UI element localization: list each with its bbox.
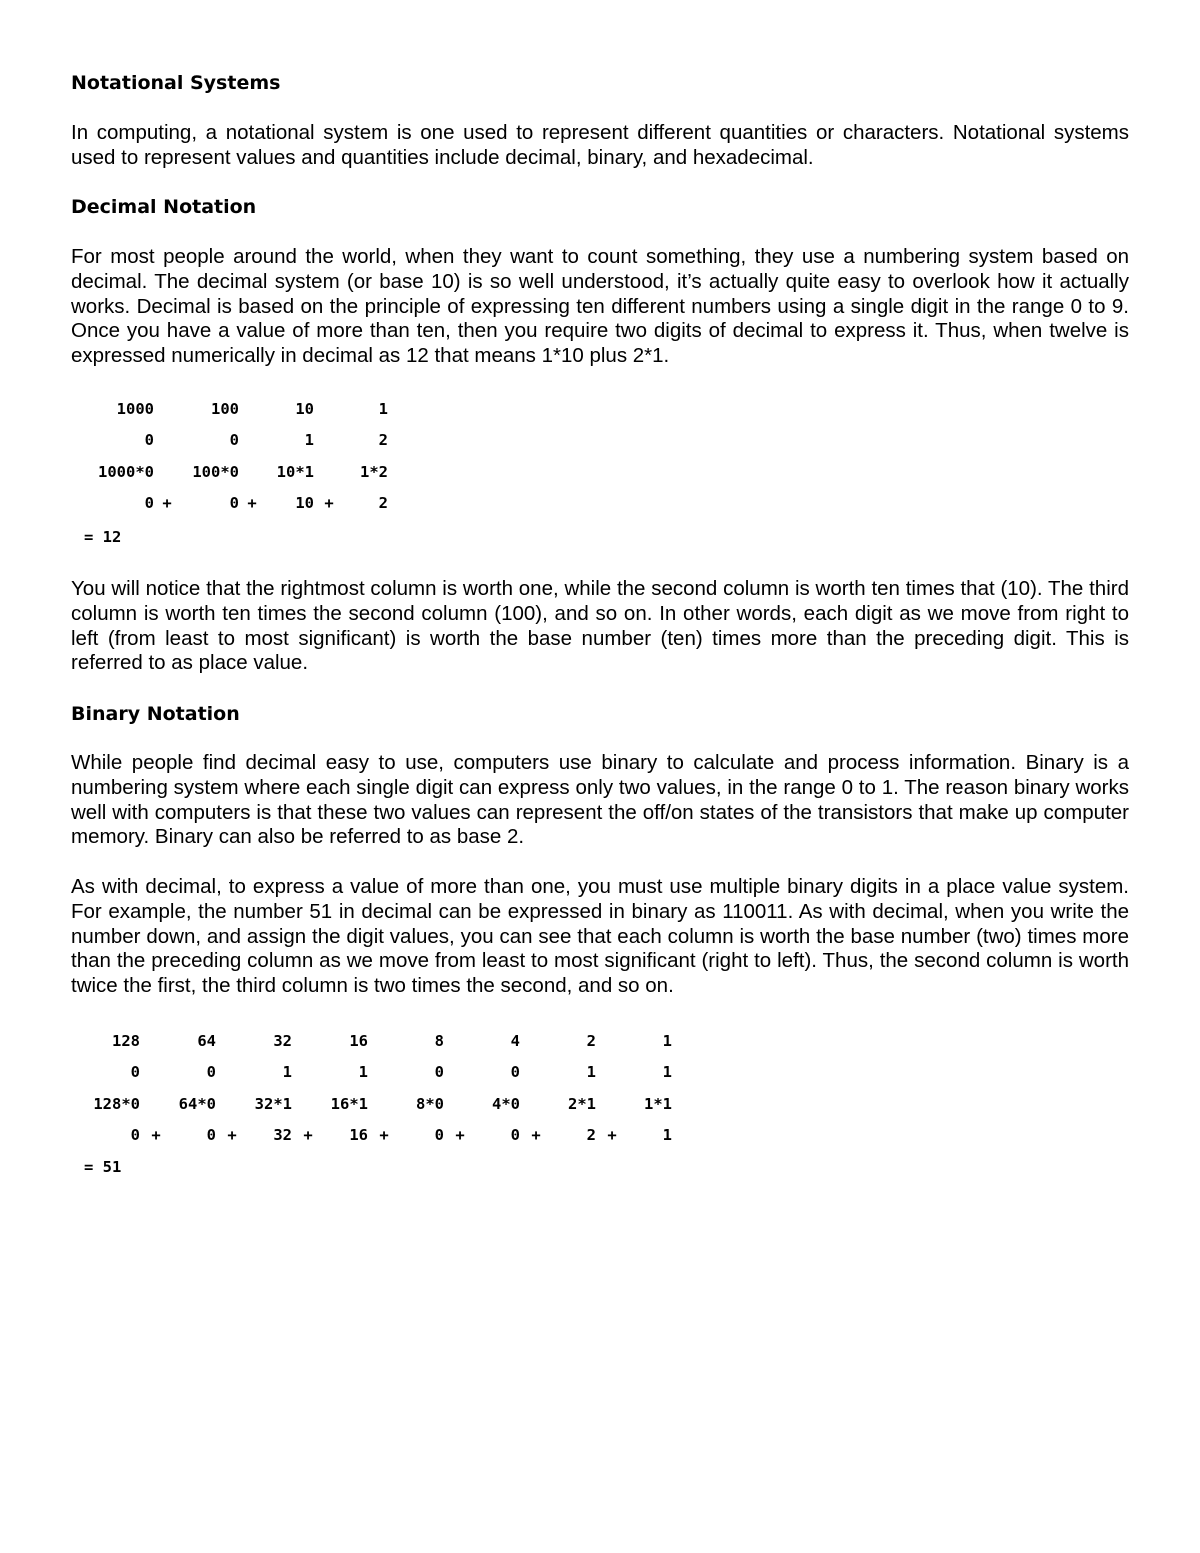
table-cell: 1	[358, 1063, 368, 1082]
table-cell: 128	[112, 1031, 140, 1050]
heading-decimal-notation: Decimal Notation	[71, 196, 257, 218]
table-cell: 2	[586, 1126, 596, 1145]
table-row-products	[84, 456, 388, 488]
table-cell: 16	[349, 1031, 368, 1050]
table-row-place-values	[84, 1025, 672, 1057]
table-cell: 0	[144, 494, 154, 513]
plus-operator: +	[531, 1126, 541, 1145]
plus-operator: +	[303, 1126, 313, 1145]
plus-operator: +	[379, 1126, 389, 1145]
table-row-place-values	[84, 393, 388, 425]
table-cell: 0	[229, 431, 239, 450]
table-cell: 16*1	[330, 1094, 368, 1113]
table-cell: 1000*0	[98, 462, 154, 481]
plus-operator: +	[162, 494, 172, 513]
binary-place-value-table	[84, 1025, 672, 1151]
plus-operator: +	[324, 494, 334, 513]
table-cell: 1*1	[644, 1094, 672, 1113]
heading-binary-notation: Binary Notation	[71, 703, 240, 725]
table-cell: 8*0	[416, 1094, 444, 1113]
plus-operator: +	[455, 1126, 465, 1145]
table-cell: 32	[273, 1126, 292, 1145]
table-row-digits	[84, 1057, 672, 1089]
table-cell: 64*0	[178, 1094, 216, 1113]
table-cell: 1000	[116, 399, 154, 418]
table-cell: 32*1	[254, 1094, 292, 1113]
table-cell: 1	[662, 1126, 672, 1145]
table-row-products	[84, 1088, 672, 1120]
table-cell: 0	[434, 1063, 444, 1082]
table-cell: 2*1	[568, 1094, 596, 1113]
table-cell: 0	[206, 1063, 216, 1082]
plus-operator: +	[151, 1126, 161, 1145]
table-cell: 1	[304, 431, 314, 450]
table-cell: 16	[349, 1126, 368, 1145]
plus-operator: +	[607, 1126, 617, 1145]
table-cell: 0	[206, 1126, 216, 1145]
table-cell: 32	[273, 1031, 292, 1050]
table-cell: 0	[229, 494, 239, 513]
table-cell: 10	[295, 494, 314, 513]
table-row-sum-terms	[84, 488, 388, 520]
table-cell: 0	[510, 1126, 520, 1145]
table-cell: 1	[662, 1031, 672, 1050]
table-cell: 10*1	[276, 462, 314, 481]
table-row-sum-terms	[84, 1120, 672, 1152]
table-cell: 0	[434, 1126, 444, 1145]
table-cell: 0	[130, 1063, 140, 1082]
table-cell: 64	[197, 1031, 216, 1050]
table-cell: 1	[586, 1063, 596, 1082]
decimal-result: = 12	[84, 528, 122, 546]
decimal-place-value-table	[84, 393, 388, 519]
table-cell: 2	[586, 1031, 596, 1050]
table-cell: 4	[510, 1031, 520, 1050]
plus-operator: +	[227, 1126, 237, 1145]
paragraph-place-value: You will notice that the rightmost column is worth one, while the second column is worth ten times that (10). The third column is worth ten times the second column (100), and so on. In other words, each digit as we move from right to left (from least to most significant) is worth the base number (ten) times more than the preceding digit. This is referred to as place value.	[71, 577, 1129, 675]
table-cell: 100*0	[192, 462, 239, 481]
table-cell: 1	[282, 1063, 292, 1082]
table-cell: 8	[434, 1031, 444, 1050]
table-cell: 100	[211, 399, 239, 418]
table-cell: 1	[662, 1063, 672, 1082]
plus-operator: +	[247, 494, 257, 513]
table-cell: 1*2	[360, 462, 388, 481]
paragraph-binary-example: As with decimal, to express a value of more than one, you must use multiple binary digits in a place value system. For example, the number 51 in decimal can be expressed in binary as 110011. As with decimal, when you write the number down, and assign the digit values, you can see that each column is worth the base number (two) times more than the preceding column as we move from least to most significant (right to left). Thus, the second column is worth twice the first, the third column is two times the second, and so on.	[71, 875, 1129, 998]
table-cell: 10	[295, 399, 314, 418]
table-row-digits	[84, 425, 388, 457]
table-cell: 1	[378, 399, 388, 418]
table-cell: 0	[130, 1126, 140, 1145]
table-cell: 2	[378, 494, 388, 513]
table-cell: 0	[510, 1063, 520, 1082]
heading-notational-systems: Notational Systems	[71, 72, 281, 94]
paragraph-binary-intro: While people find decimal easy to use, computers use binary to calculate and process information. Binary is a numbering system where each single digit can express only two values, in the range 0 to 1. The reason binary works well with computers is that these two values can represent the off/on states of the transistors that make up computer memory. Binary can also be referred to as base 2.	[71, 751, 1129, 849]
binary-result: = 51	[84, 1158, 122, 1176]
table-cell: 4*0	[492, 1094, 520, 1113]
table-cell: 0	[144, 431, 154, 450]
paragraph-decimal-intro: For most people around the world, when they want to count something, they use a numbering system based on decimal. The decimal system (or base 10) is so well understood, it’s actually quite easy to overlook how it actually works. Decimal is based on the principle of expressing ten different numbers using a single digit in the range 0 to 9. Once you have a value of more than ten, then you require two digits of decimal to express it. Thus, when twelve is expressed numerically in decimal as 12 that means 1*10 plus 2*1.	[71, 245, 1129, 368]
paragraph-notational-intro: In computing, a notational system is one used to represent different quantities or characters. Notational systems used to represent values and quantities include decimal, binary, and hexadecimal.	[71, 121, 1129, 169]
table-cell: 2	[378, 431, 388, 450]
table-cell: 128*0	[93, 1094, 140, 1113]
